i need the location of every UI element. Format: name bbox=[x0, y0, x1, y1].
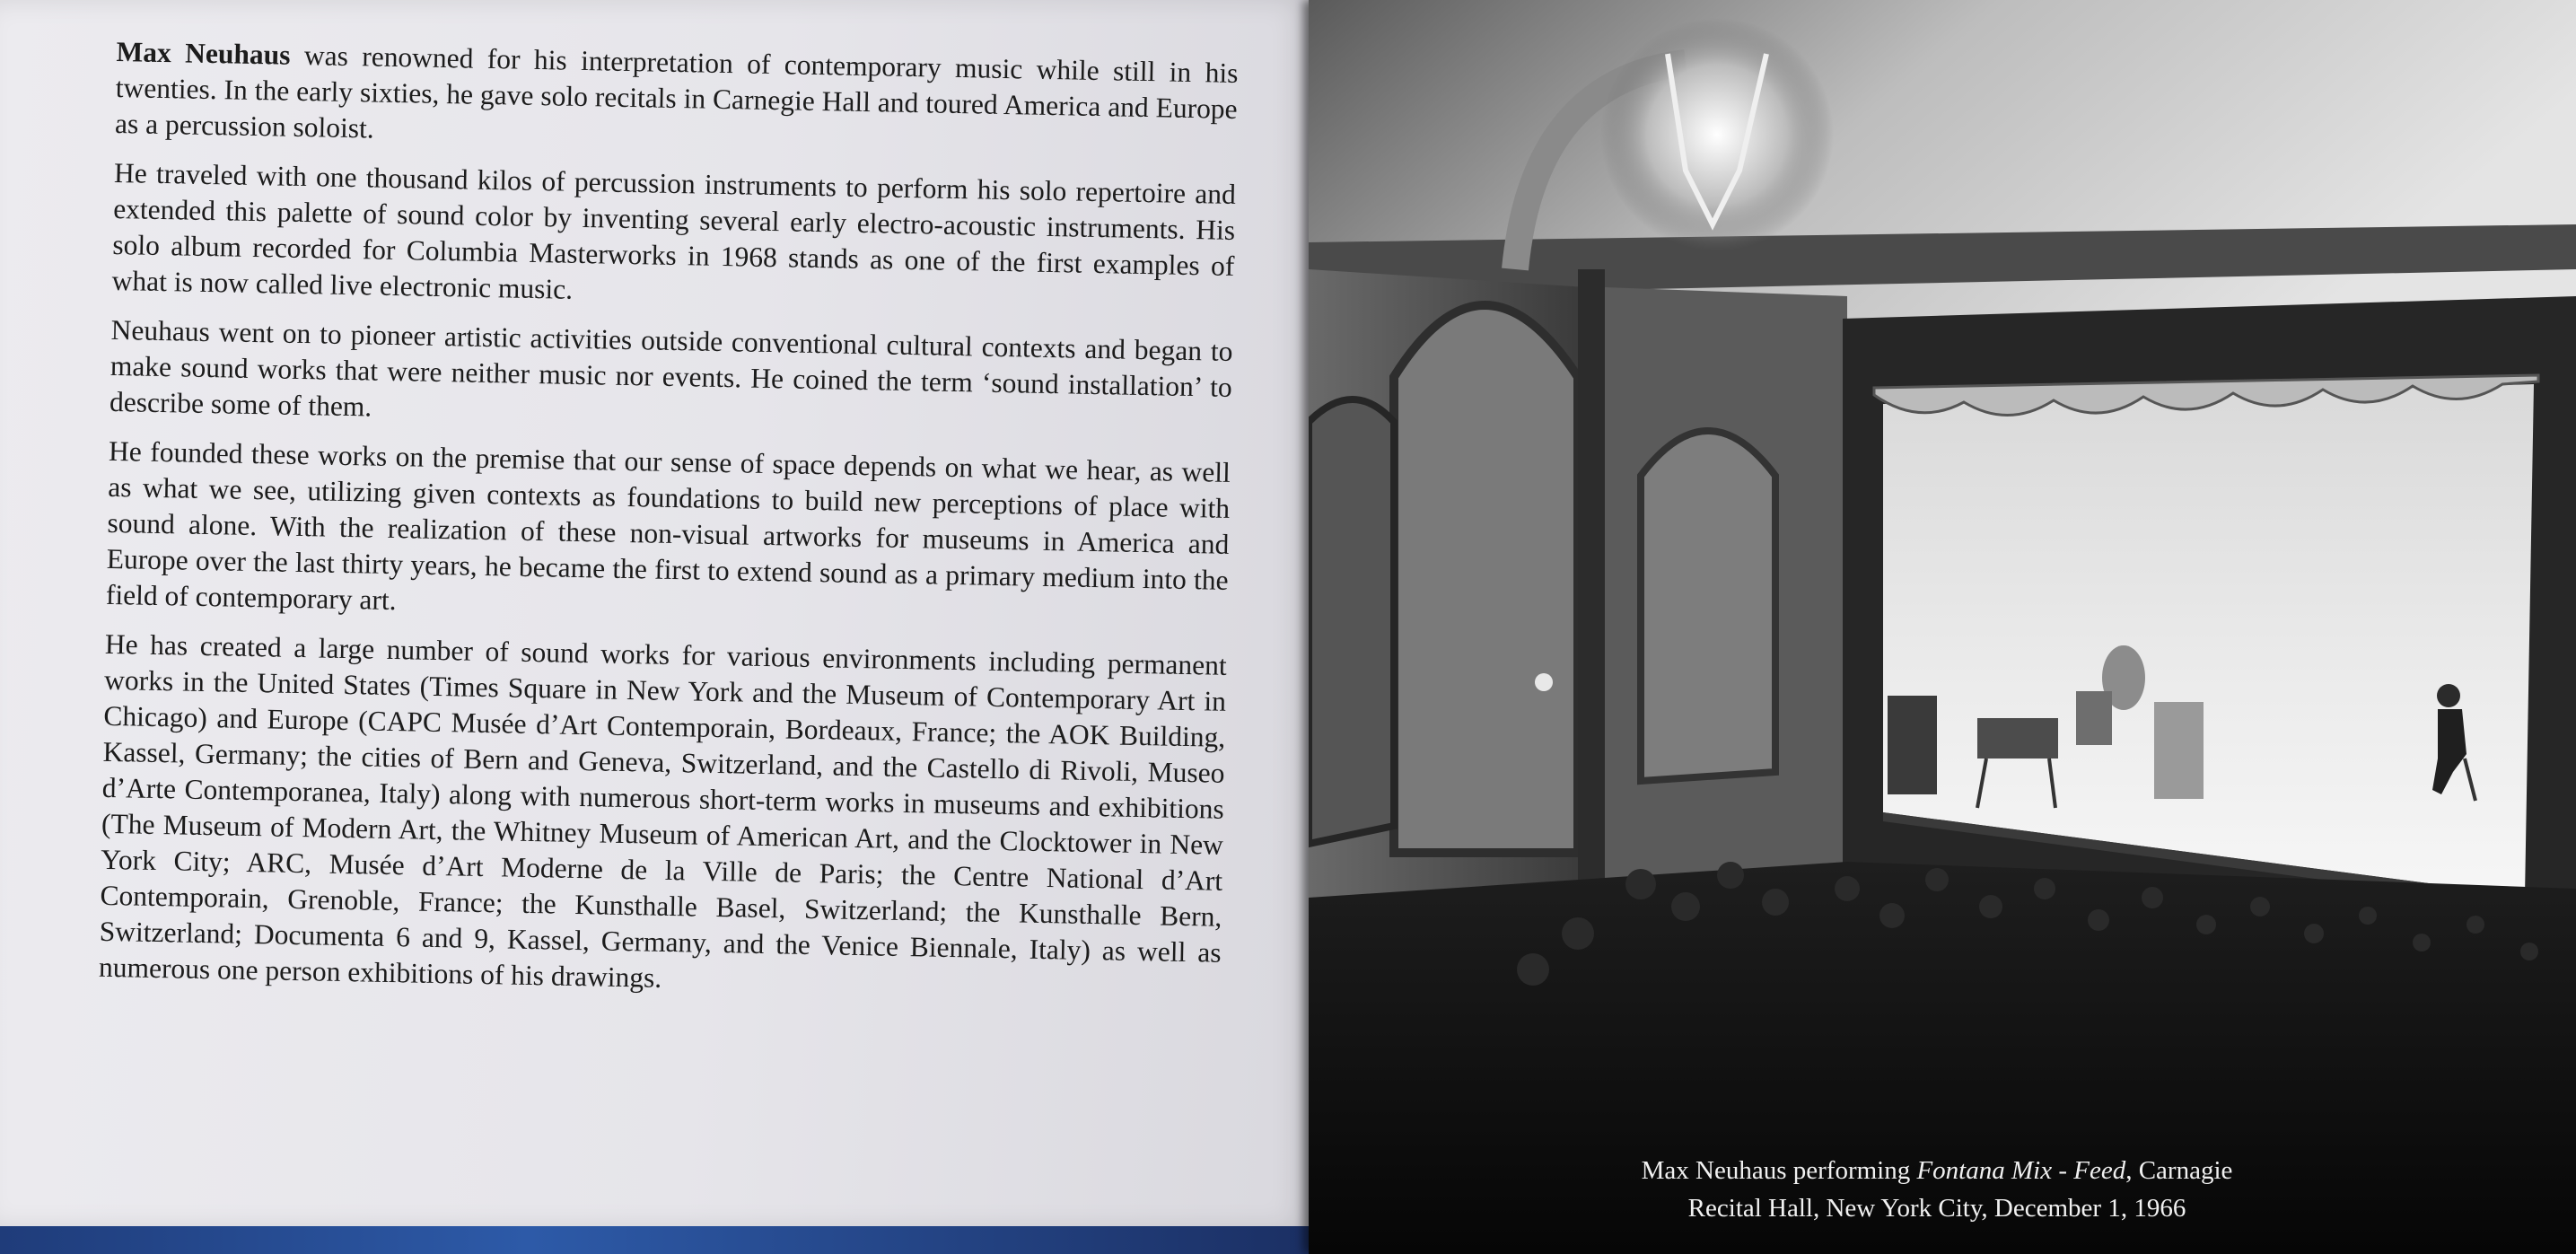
paragraph-4: He founded these works on the premise that our sense of space depends on what we hear, as well as what we see, utilizing given contexts as foundations to build new perceptions of place with sound alone. With the realization of these non-visual artworks for museums in America and Europe over the last thirty years, he became the first to extend sound as a primary medium into the field of contemporary art. bbox=[105, 434, 1231, 617]
speaker-box bbox=[2154, 702, 2204, 799]
pilaster bbox=[1578, 269, 1605, 969]
caption-line-1 bbox=[1309, 1152, 2565, 1189]
paragraph-2: He traveled with one thousand kilos of percussion instruments to perform his solo repertoire and extended this palette of sound color by inventing several early electro-acoustic instruments. His solo album recorded for Columbia Masterworks in 1968 stands as one of the first examples of what is now called live electronic music. bbox=[111, 156, 1237, 305]
drum bbox=[2076, 691, 2112, 745]
caption-line-2: Recital Hall, New York City, December 1, 1966 bbox=[1687, 1194, 2186, 1223]
background-strip bbox=[0, 1226, 1319, 1254]
caption-work-title: Fontana Mix - Feed bbox=[1916, 1156, 2126, 1185]
stage bbox=[1883, 384, 2534, 896]
caption-text: Max Neuhaus performing bbox=[1641, 1156, 1917, 1185]
concert-hall-photo bbox=[1309, 0, 2576, 1254]
paragraph-1 bbox=[115, 34, 1239, 163]
caption-venue: , Carnagie bbox=[2125, 1156, 2233, 1185]
marimba bbox=[1977, 718, 2058, 759]
arch-panel-right bbox=[1641, 431, 1775, 781]
paragraph-1-text: was renowned for his interpretation of contemporary music while still in his twenties. In the early sixties, he gave solo recitals in Carnegie Hall and toured America and Europe as a percussion soloist. bbox=[114, 39, 1239, 145]
paragraph-5: He has created a large number of sound works for various environments including permanent works in the United States (Times Square in New York and the Museum of Contemporary Art in Chicago) and Europe (CAPC Musée d’Art Contemporain, Bordeaux, France; the AOK Building, Kassel, Germany; the cities of Bern and Geneva, Switzerland, and the Castello di Rivoli, Museo d’Arte Contemporanea, Italy) along with numerous short-term works in museums and exhibitions (The Museum of Modern Art, the Whitney Museum of American Art, and the Clocktower in New York City; ARC, Musée d’Art Moderne de la Ville de Paris; the Centre National d’Art Contemporain, Grenoble, France; the Kunsthalle Basel, Switzerland; the Kunsthalle Bern, Switzerland; Documenta 6 and 9, Kassel, Germany, and the Venice Biennale, Italy) as well as numerous one person exhibitions of his drawings. bbox=[98, 627, 1228, 994]
paragraph-3: Neuhaus went on to pioneer artistic activities outside conventional cultural contexts and began to make sound works that were neither music nor events. He coined the term ‘sound installation’ to describe some of them. bbox=[109, 313, 1233, 423]
text-page bbox=[0, 0, 1312, 1228]
instrument-case bbox=[1888, 696, 1937, 794]
performer-head bbox=[2437, 684, 2460, 707]
artist-name: Max Neuhaus bbox=[116, 35, 291, 71]
photo-page bbox=[1309, 0, 2576, 1254]
arch-panel-left bbox=[1309, 399, 1394, 844]
biography-text bbox=[98, 34, 1238, 1021]
arch-doorway bbox=[1394, 305, 1578, 853]
photo-caption bbox=[1309, 1152, 2565, 1227]
wall-sconce bbox=[1535, 673, 1553, 691]
